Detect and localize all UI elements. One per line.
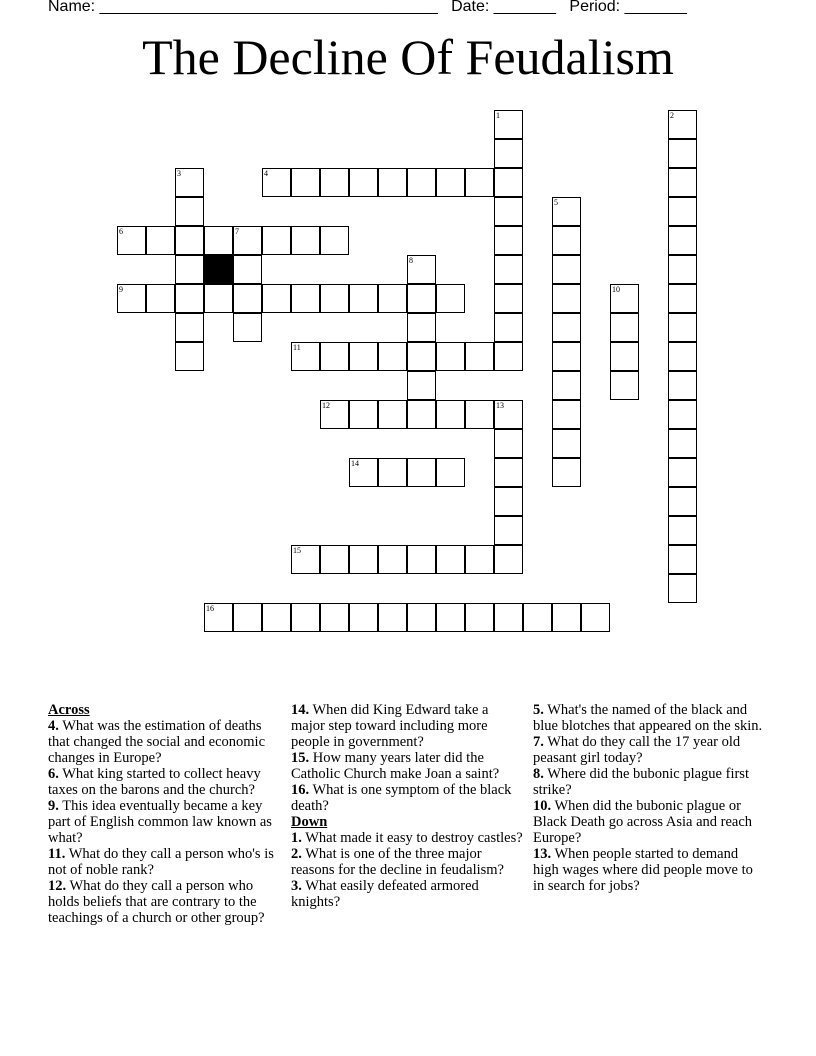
grid-cell[interactable] <box>378 342 407 371</box>
grid-cell[interactable] <box>407 545 436 574</box>
grid-cell[interactable] <box>175 255 204 284</box>
grid-cell[interactable] <box>407 458 436 487</box>
grid-cell[interactable] <box>668 458 697 487</box>
grid-cell[interactable] <box>552 342 581 371</box>
grid-cell[interactable] <box>494 255 523 284</box>
clue-number: 5 <box>554 198 558 207</box>
grid-cell[interactable] <box>175 342 204 371</box>
grid-cell[interactable] <box>436 284 465 313</box>
grid-cell[interactable] <box>117 284 146 313</box>
clue-across-11: 11. What do they call a person who's is not of noble rank? <box>48 846 274 878</box>
grid-cell[interactable] <box>668 487 697 516</box>
clue-number: 13 <box>496 401 504 410</box>
name-field[interactable]: ______________________________________ <box>99 0 438 15</box>
clue-down-2: 2. What is one of the three major reasons for the decline in feudalism? <box>291 846 504 878</box>
grid-cell[interactable] <box>291 603 320 632</box>
grid-cell[interactable] <box>552 284 581 313</box>
grid-cell[interactable] <box>291 342 320 371</box>
grid-cell[interactable] <box>291 545 320 574</box>
grid-cell[interactable] <box>378 458 407 487</box>
grid-cell[interactable] <box>349 545 378 574</box>
clue-down-10: 10. When did the bubonic plague or Black Death go across Asia and reach Europe? <box>533 798 753 846</box>
grid-cell[interactable] <box>668 226 697 255</box>
grid-cell[interactable] <box>378 545 407 574</box>
grid-cell[interactable] <box>552 371 581 400</box>
clue-number: 6 <box>119 227 123 236</box>
grid-cell[interactable] <box>610 313 639 342</box>
clue-down-7: 7. What do they call the 17 year old peasant girl today? <box>533 734 741 766</box>
grid-cell[interactable] <box>465 400 494 429</box>
grid-cell[interactable] <box>291 284 320 313</box>
grid-cell[interactable] <box>204 284 233 313</box>
grid-cell[interactable] <box>668 342 697 371</box>
grid-cell[interactable] <box>349 168 378 197</box>
clue-number: 14 <box>351 459 359 468</box>
grid-cell[interactable] <box>233 255 262 284</box>
grid-cell[interactable] <box>494 139 523 168</box>
grid-cell[interactable] <box>668 255 697 284</box>
grid-cell[interactable] <box>552 197 581 226</box>
grid-cell[interactable] <box>436 458 465 487</box>
clue-number: 10 <box>612 285 620 294</box>
clue-across-9: 9. This idea eventually became a key part of English common law known as what? <box>48 798 272 846</box>
grid-cell[interactable] <box>494 197 523 226</box>
clue-number: 16 <box>206 604 214 613</box>
grid-cell[interactable] <box>378 400 407 429</box>
clue-across-4: 4. What was the estimation of deaths that changed the social and economic changes in Europe? <box>48 718 266 766</box>
grid-cell[interactable] <box>349 458 378 487</box>
grid-cell[interactable] <box>668 168 697 197</box>
grid-cell[interactable] <box>320 168 349 197</box>
grid-cell[interactable] <box>378 284 407 313</box>
across-heading: Across <box>48 702 90 718</box>
grid-cell[interactable] <box>378 168 407 197</box>
grid-cell[interactable] <box>552 226 581 255</box>
grid-cell[interactable] <box>668 197 697 226</box>
grid-cell[interactable] <box>175 168 204 197</box>
grid-cell[interactable] <box>349 284 378 313</box>
grid-cell[interactable] <box>668 429 697 458</box>
grid-cell[interactable] <box>407 255 436 284</box>
grid-cell[interactable] <box>610 342 639 371</box>
grid-cell[interactable] <box>407 168 436 197</box>
grid-cell[interactable] <box>494 284 523 313</box>
clue-column-2 <box>291 702 523 910</box>
grid-cell[interactable] <box>465 545 494 574</box>
clue-across-6: 6. What king started to collect heavy taxes on the barons and the church? <box>48 766 261 798</box>
grid-cell[interactable] <box>320 226 349 255</box>
period-field[interactable]: _______ <box>624 0 687 15</box>
clue-number: 3 <box>177 169 181 178</box>
clue-down-13: 13. When people started to demand high wages where did people move to in search for jobs? <box>533 846 753 894</box>
grid-cell[interactable] <box>552 458 581 487</box>
date-label: Date: <box>451 0 490 15</box>
grid-cell[interactable] <box>407 313 436 342</box>
grid-cell[interactable] <box>494 603 523 632</box>
grid-cell[interactable] <box>552 255 581 284</box>
grid-cell[interactable] <box>552 603 581 632</box>
grid-cell[interactable] <box>320 603 349 632</box>
grid-cell[interactable] <box>668 516 697 545</box>
grid-cell[interactable] <box>494 545 523 574</box>
grid-cell[interactable] <box>233 313 262 342</box>
clue-number: 11 <box>293 343 301 352</box>
grid-cell[interactable] <box>262 284 291 313</box>
grid-cell[interactable] <box>465 603 494 632</box>
blocked-cell <box>204 255 233 284</box>
grid-cell[interactable] <box>668 313 697 342</box>
grid-cell[interactable] <box>262 603 291 632</box>
grid-cell[interactable] <box>407 342 436 371</box>
grid-cell[interactable] <box>494 313 523 342</box>
clue-number: 1 <box>496 111 500 120</box>
grid-cell[interactable] <box>233 226 262 255</box>
grid-cell[interactable] <box>668 371 697 400</box>
grid-cell[interactable] <box>668 284 697 313</box>
grid-cell[interactable] <box>436 603 465 632</box>
clue-down-1: 1. What made it easy to destroy castles? <box>291 830 523 846</box>
grid-cell[interactable] <box>494 429 523 458</box>
clue-number: 2 <box>670 111 674 120</box>
grid-cell[interactable] <box>407 371 436 400</box>
grid-cell[interactable] <box>146 226 175 255</box>
grid-cell[interactable] <box>523 603 552 632</box>
grid-cell[interactable] <box>552 313 581 342</box>
name-label: Name: <box>48 0 96 15</box>
clue-number: 7 <box>235 227 239 236</box>
clue-column-1 <box>48 702 280 956</box>
grid-cell[interactable] <box>668 545 697 574</box>
grid-cell[interactable] <box>320 400 349 429</box>
grid-cell[interactable] <box>668 110 697 139</box>
grid-cell[interactable] <box>552 429 581 458</box>
clue-across-16: 16. What is one symptom of the black death? <box>291 782 512 814</box>
grid-cell[interactable] <box>494 487 523 516</box>
grid-cell[interactable] <box>262 226 291 255</box>
grid-cell[interactable] <box>581 603 610 632</box>
clue-number: 4 <box>264 169 268 178</box>
grid-cell[interactable] <box>175 284 204 313</box>
grid-cell[interactable] <box>146 284 175 313</box>
grid-cell[interactable] <box>436 400 465 429</box>
period-label: Period: <box>569 0 621 15</box>
clue-across-12: 12. What do they call a person who holds beliefs that are contrary to the teachings of a church or other group? <box>48 878 265 926</box>
clue-down-8: 8. Where did the bubonic plague first strike? <box>533 766 749 798</box>
down-heading: Down <box>291 814 328 830</box>
clue-number: 9 <box>119 285 123 294</box>
grid-cell[interactable] <box>117 226 146 255</box>
grid-cell[interactable] <box>552 400 581 429</box>
clue-number: 8 <box>409 256 413 265</box>
grid-cell[interactable] <box>349 342 378 371</box>
grid-cell[interactable] <box>494 110 523 139</box>
grid-cell[interactable] <box>175 226 204 255</box>
grid-cell[interactable] <box>494 458 523 487</box>
grid-cell[interactable] <box>320 284 349 313</box>
grid-cell[interactable] <box>465 342 494 371</box>
puzzle-title: The Decline Of Feudalism <box>142 29 674 85</box>
grid-cell[interactable] <box>407 284 436 313</box>
grid-cell[interactable] <box>436 545 465 574</box>
grid-cell[interactable] <box>378 603 407 632</box>
grid-cell[interactable] <box>175 197 204 226</box>
grid-cell[interactable] <box>291 226 320 255</box>
grid-cell[interactable] <box>494 342 523 371</box>
grid-cell[interactable] <box>436 168 465 197</box>
grid-cell[interactable] <box>494 168 523 197</box>
clue-number: 15 <box>293 546 301 555</box>
grid-cell[interactable] <box>233 284 262 313</box>
grid-cell[interactable] <box>668 400 697 429</box>
date-field[interactable]: _______ <box>493 0 557 15</box>
grid-cell[interactable] <box>233 603 262 632</box>
clue-column-3 <box>533 702 765 894</box>
clue-across-14: 14. When did King Edward take a major step toward including more people in government? <box>291 702 489 750</box>
clue-number: 12 <box>322 401 330 410</box>
grid-cell[interactable] <box>610 284 639 313</box>
grid-cell[interactable] <box>262 168 291 197</box>
grid-cell[interactable] <box>320 342 349 371</box>
clue-down-5: 5. What's the named of the black and blue blotches that appeared on the skin. <box>533 702 763 734</box>
grid-cell[interactable] <box>204 226 233 255</box>
grid-cell[interactable] <box>349 603 378 632</box>
clue-down-3: 3. What easily defeated armored knights? <box>291 878 479 910</box>
grid-cell[interactable] <box>668 139 697 168</box>
grid-cell[interactable] <box>349 400 378 429</box>
grid-cell[interactable] <box>407 603 436 632</box>
grid-cell[interactable] <box>668 574 697 603</box>
grid-cell[interactable] <box>494 226 523 255</box>
grid-cell[interactable] <box>494 516 523 545</box>
grid-cell[interactable] <box>407 400 436 429</box>
grid-cell[interactable] <box>436 342 465 371</box>
grid-cell[interactable] <box>494 400 523 429</box>
grid-cell[interactable] <box>175 313 204 342</box>
grid-cell[interactable] <box>465 168 494 197</box>
grid-cell[interactable] <box>320 545 349 574</box>
grid-cell[interactable] <box>291 168 320 197</box>
grid-cell[interactable] <box>610 371 639 400</box>
grid-cell[interactable] <box>204 603 233 632</box>
clue-across-15: 15. How many years later did the Catholic Church make Joan a saint? <box>291 750 500 782</box>
